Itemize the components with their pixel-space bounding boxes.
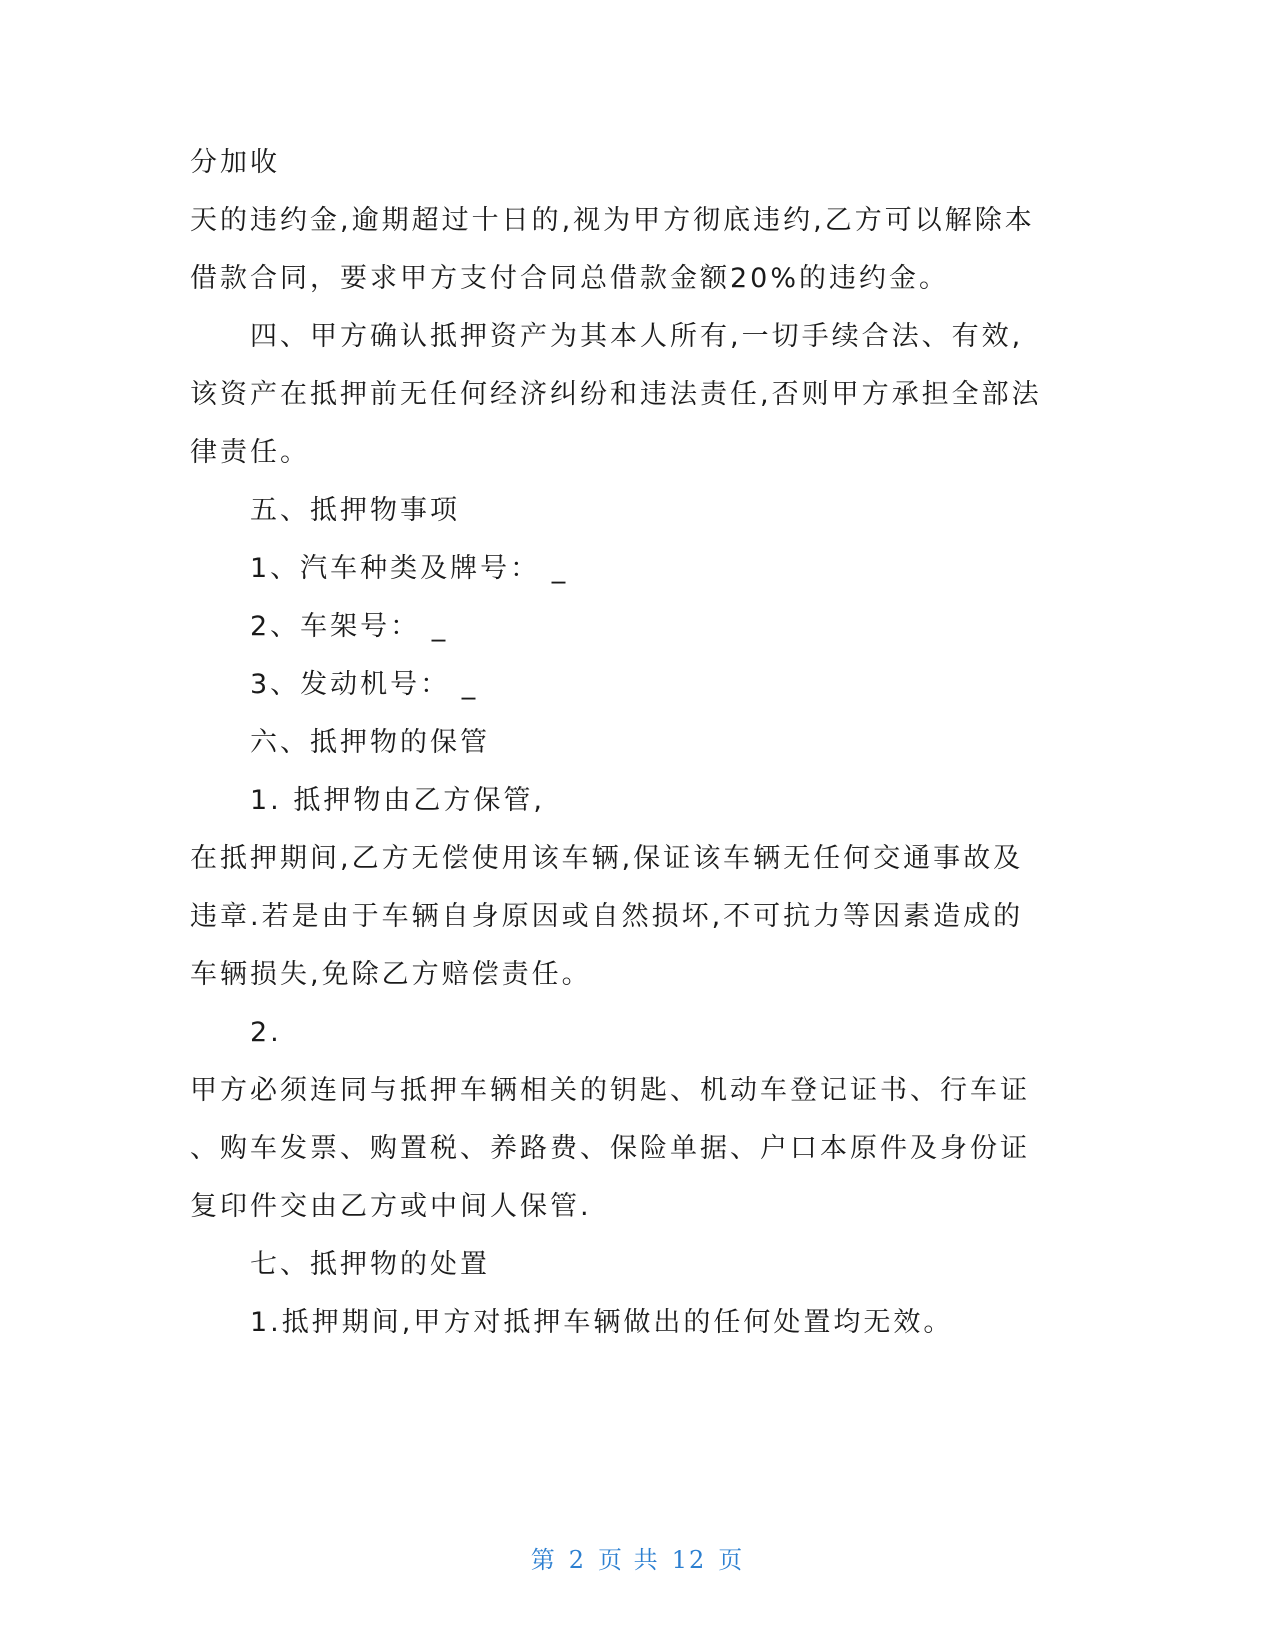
body-line-15: 车辆损失,免除乙方赔偿责任。 <box>190 959 592 990</box>
footer-page-number: 2 <box>568 1546 587 1574</box>
body-line-14: 违章.若是由于车辆自身原因或自然损坏,不可抗力等因素造成的 <box>190 901 1024 932</box>
clause-6-item-2: 2. <box>250 1017 282 1048</box>
footer-middle: 页 共 <box>598 1546 660 1574</box>
body-line-13: 在抵押期间,乙方无偿使用该车辆,保证该车辆无任何交通事故及 <box>190 843 1024 874</box>
footer-suffix: 页 <box>718 1546 745 1574</box>
item-engine-number: 3、发动机号： _ <box>250 669 479 700</box>
clause-7-item-1: 1.抵押期间,甲方对抵押车辆做出的任何处置均无效。 <box>250 1307 954 1338</box>
clause-5-heading: 五、抵押物事项 <box>250 495 460 526</box>
page-footer <box>0 1540 1275 1575</box>
item-frame-number: 2、车架号： _ <box>250 611 449 642</box>
clause-6-item-1: 1. 抵押物由乙方保管, <box>250 785 545 816</box>
footer-prefix: 第 <box>530 1546 557 1574</box>
body-line-19: 复印件交由乙方或中间人保管. <box>190 1191 592 1222</box>
footer-total-pages: 12 <box>671 1546 707 1574</box>
item-vehicle-type: 1、汽车种类及牌号： _ <box>250 553 569 584</box>
body-line-17: 甲方必须连同与抵押车辆相关的钥匙、机动车登记证书、行车证 <box>190 1075 1030 1106</box>
body-line-18: 、购车发票、购置税、养路费、保险单据、户口本原件及身份证 <box>190 1133 1030 1164</box>
body-line-1: 分加收 <box>190 147 280 178</box>
body-line-3: 借款合同，要求甲方支付合同总借款金额20%的违约金。 <box>190 263 950 294</box>
body-line-5: 该资产在抵押前无任何经济纠纷和违法责任,否则甲方承担全部法 <box>190 379 1042 410</box>
body-line-6: 律责任。 <box>190 437 310 468</box>
clause-6-heading: 六、抵押物的保管 <box>250 727 490 758</box>
clause-4-heading: 四、甲方确认抵押资产为其本人所有,一切手续合法、有效, <box>250 321 1024 352</box>
clause-7-heading: 七、抵押物的处置 <box>250 1249 490 1280</box>
body-line-2: 天的违约金,逾期超过十日的,视为甲方彻底违约,乙方可以解除本 <box>190 205 1035 236</box>
